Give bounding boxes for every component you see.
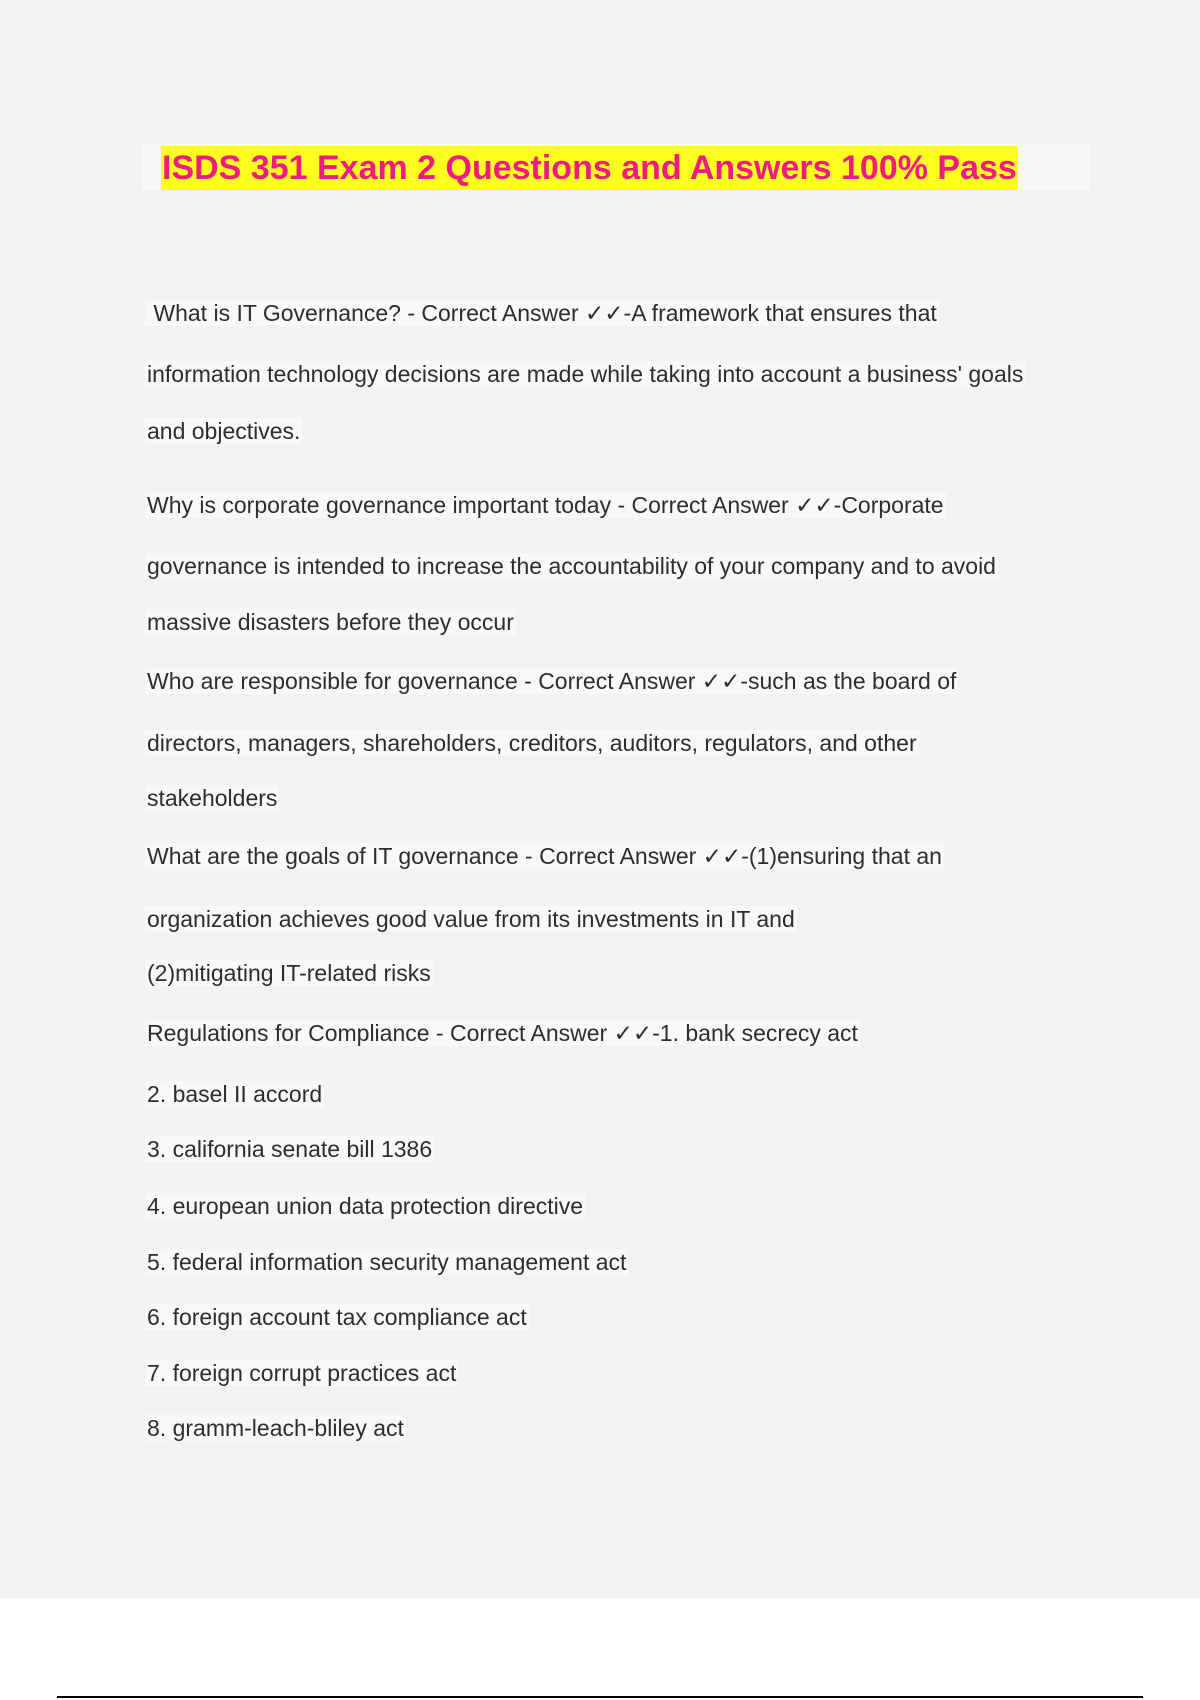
text-line: [145, 1134, 434, 1164]
text-line: [145, 1018, 860, 1048]
text-line: [145, 1191, 585, 1221]
text-line: [145, 607, 516, 637]
line-text: 7. foreign corrupt practices act: [147, 1360, 457, 1386]
text-line: [145, 490, 946, 520]
document-title: ISDS 351 Exam 2 Questions and Answers 100% Pass: [161, 146, 1018, 190]
text-line: [145, 728, 919, 758]
text-line: [145, 1358, 458, 1388]
line-text: directors, managers, shareholders, creditors, auditors, regulators, and other: [147, 730, 917, 756]
line-text: 6. foreign account tax compliance act: [147, 1304, 527, 1330]
line-text: governance is intended to increase the accountability of your company and to avoid: [147, 553, 996, 579]
line-text: 4. european union data protection directive: [147, 1193, 584, 1219]
line-text: Regulations for Compliance - Correct Answer ✓✓-1. bank secrecy act: [147, 1020, 858, 1046]
line-text: and objectives.: [147, 418, 301, 444]
text-line: [145, 1413, 406, 1443]
text-line: [145, 783, 279, 813]
line-text: (2)mitigating IT-related risks: [147, 960, 431, 986]
line-text: Why is corporate governance important today - Correct Answer ✓✓-Corporate: [147, 492, 944, 518]
text-line: [145, 841, 944, 871]
text-line: [145, 416, 302, 446]
text-line: [145, 551, 998, 581]
line-text: Who are responsible for governance - Correct Answer ✓✓-such as the board of: [147, 668, 957, 694]
line-text: 3. california senate bill 1386: [147, 1136, 433, 1162]
line-text: 5. federal information security management act: [147, 1249, 627, 1275]
line-text: organization achieves good value from its investments in IT and: [147, 906, 795, 932]
line-text: What is IT Governance? - Correct Answer ✓✓-A framework that ensures that: [147, 300, 937, 326]
line-text: What are the goals of IT governance - Correct Answer ✓✓-(1)ensuring that an: [147, 843, 942, 869]
text-line: [145, 904, 797, 934]
text-line: [145, 1247, 628, 1277]
footer-divider: [57, 1696, 1143, 1698]
line-text: information technology decisions are made while taking into account a business' goals: [147, 361, 1024, 387]
line-text: 8. gramm-leach-bliley act: [147, 1415, 404, 1441]
text-line: [145, 666, 958, 696]
line-text: 2. basel II accord: [147, 1081, 323, 1107]
text-line: [145, 298, 939, 328]
text-line: [145, 1302, 529, 1332]
text-line: [145, 958, 433, 988]
text-line: [145, 359, 1025, 389]
line-text: stakeholders: [147, 785, 278, 811]
text-line: [145, 1079, 324, 1109]
line-text: massive disasters before they occur: [147, 609, 514, 635]
